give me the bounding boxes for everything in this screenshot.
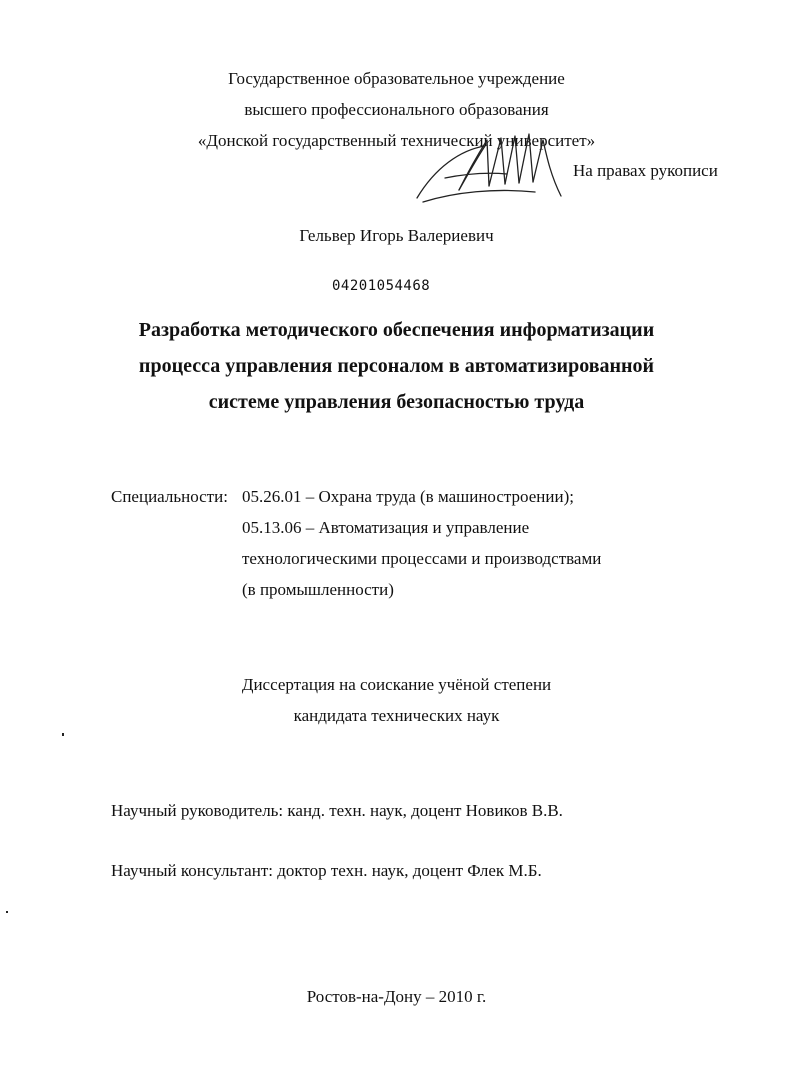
scientific-supervisor: Научный руководитель: канд. техн. наук, доцент Новиков В.В. [111,801,563,820]
specialty-2-line-1: 05.13.06 – Автоматизация и управление [242,518,530,537]
thesis-title-line-2: процесса управления персоналом в автоматизированной [138,355,655,377]
thesis-title-line-3: системе управления безопасностью труда [208,391,585,413]
handwritten-signature [415,128,565,208]
scan-speck [6,911,8,913]
thesis-title-line-1: Разработка методического обеспечения информатизации [138,319,655,341]
specialty-1: 05.26.01 – Охрана труда (в машиностроении); [242,487,574,506]
institution-line-1: Государственное образовательное учреждение [228,69,565,88]
degree-line-1: Диссертация на соискание учёной степени [241,675,552,694]
degree-line-2: кандидата технических наук [293,706,500,725]
author-name: Гельвер Игорь Валериевич [299,226,494,245]
registration-number: 04201054468 [332,278,431,294]
place-and-year: Ростов-на-Дону – 2010 г. [306,987,487,1006]
scan-speck [62,733,64,736]
institution-line-3: «Донской государственный технический университет» [197,131,596,150]
scientific-consultant: Научный консультант: доктор техн. наук, доцент Флек М.Б. [111,861,542,880]
institution-line-2: высшего профессионального образования [244,100,549,119]
specialty-2-line-3: (в промышленности) [242,580,394,599]
specialty-2-line-2: технологическими процессами и производствами [242,549,602,568]
specialties-label: Специальности: [111,487,228,506]
manuscript-rights-note: На правах рукописи [573,161,718,180]
